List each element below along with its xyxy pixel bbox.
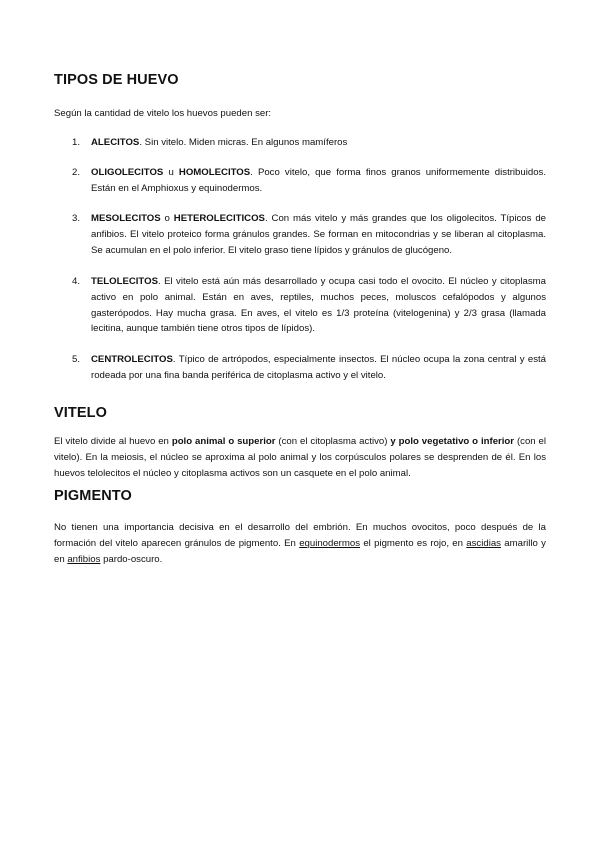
term-polo-animal: polo animal o superior: [171, 436, 276, 447]
item-connector: o: [160, 213, 174, 224]
term-polo-vegetativo: y polo vegetativo o inferior: [390, 436, 515, 447]
pigmento-text: pardo-oscuro.: [100, 553, 163, 565]
list-number: 1.: [72, 137, 81, 148]
item-connector: u: [163, 167, 179, 178]
term-telolecitos: TELOLECITOS: [91, 276, 158, 287]
term-oligolecitos: OLIGOLECITOS: [91, 167, 164, 178]
list-item-alecitos: [91, 135, 546, 151]
list-item-mesolecitos: [91, 211, 546, 258]
vitelo-text: (con el vitelo). En la meiosis, el núcleo se aproxima al polo animal y los corpúsculos polares se desprenden de él. En los huevos telolecitos el núcleo y citoplasma activos son un casquete en el polo animal.: [54, 436, 547, 479]
tipos-intro: Según la cantidad de vitelo los huevos pueden ser:: [54, 108, 272, 119]
term-alecitos: ALECITOS: [91, 137, 140, 148]
term-heterolecitos: HETEROLECITICOS: [173, 213, 265, 224]
pigmento-paragraph: [54, 520, 546, 567]
heading-pigmento: PIGMENTO: [54, 488, 132, 504]
term-anfibios: anfibios: [67, 553, 101, 565]
pigmento-text: el pigmento es rojo, en: [360, 537, 467, 549]
item-text: . Sin vitelo. Miden micras. En algunos mamíferos: [139, 137, 348, 148]
term-homolecitos: HOMOLECITOS: [178, 167, 251, 178]
item-text: . Con más vitelo y más grandes que los oligolecitos. Típicos de anfibios. El vitelo proteico forma gránulos grandes. Se forman en mitocondrias y se liberan al citoplasma. Se acumulan en el polo inferior. El vitelo graso tiene lípidos y gránulos de glucógeno.: [91, 213, 547, 256]
list-number: 2.: [72, 167, 81, 178]
term-ascidias: ascidias: [466, 537, 501, 549]
list-item-telolecitos: [91, 274, 546, 337]
item-text: . Poco vitelo, que forma finos granos uniformemente distribuidos. Están en el Amphioxus y equinodermos.: [91, 167, 546, 194]
item-text: . El vitelo está aún más desarrollado y ocupa casi todo el ovocito. El núcleo y citoplasma activo en polo animal. Están en aves, reptiles, muchos peces, moluscos cefalópodos y algunos gasterópodos. Hay mucha grasa. En aves, el vitelo es 1/3 proteína (vitelogenina) y 2/3 grasa (llamada lecitina, aunque también tiene otros tipos de lípidos).: [91, 276, 546, 335]
heading-vitelo: VITELO: [54, 405, 107, 421]
list-number: 3.: [72, 213, 81, 224]
pigmento-text: amarillo y en: [54, 537, 546, 565]
list-number: 5.: [72, 354, 81, 365]
list-number: 4.: [72, 276, 81, 287]
list-item-centrolecitos: [91, 352, 546, 384]
vitelo-text: (con el citoplasma activo): [275, 436, 391, 447]
term-mesolecitos: MESOLECITOS: [91, 213, 161, 224]
vitelo-text: El vitelo divide al huevo en: [54, 436, 172, 447]
term-centrolecitos: CENTROLECITOS: [91, 354, 173, 365]
item-text: . Típico de artrópodos, especialmente insectos. El núcleo ocupa la zona central y está rodeada por una fina banda periférica de citoplasma activo y el vitelo.: [91, 354, 546, 381]
pigmento-text: No tienen una importancia decisiva en el desarrollo del embrión. En muchos ovocitos, poco después de la formación del vitelo aparecen gránulos de pigmento. En: [54, 522, 546, 549]
term-equinodermos: equinodermos: [299, 537, 360, 549]
list-item-oligolecitos: [91, 165, 546, 197]
vitelo-paragraph: [54, 434, 546, 481]
heading-tipos-de-huevo: TIPOS DE HUEVO: [54, 72, 179, 88]
